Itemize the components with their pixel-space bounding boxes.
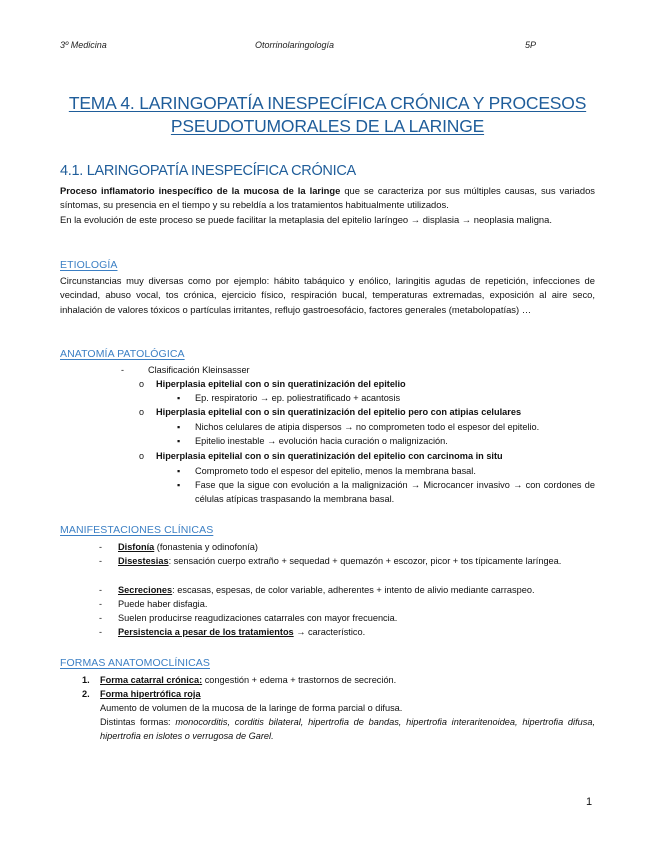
symptom-item: Disestesias: sensación cuerpo extraño + sequedad + quemazón + escozor, picor + tos típicamente laríngea. <box>118 556 562 566</box>
group-2-item-1: Nichos celulares de atipia dispersos → no comprometen todo el espesor del epitelio. <box>195 422 540 432</box>
header-course: 3º Medicina <box>60 40 107 50</box>
symptom-item: Disfonía (fonastenia y odinofonía) <box>118 542 258 552</box>
dash-bullet: - <box>99 585 102 595</box>
square-bullet: ▪ <box>177 422 181 432</box>
forma-item-1: Forma catarral crónica: congestión + edema + trastornos de secreción. <box>100 675 397 685</box>
dash-bullet: - <box>99 599 102 609</box>
evolution-text: En la evolución de este proceso se puede facilitar la metaplasia del epitelio laríngeo → displasia → neoplasia maligna. <box>60 213 552 225</box>
anatomia-heading: ANATOMÍA PATOLÓGICA <box>60 348 185 360</box>
group-1-item-1: Ep. respiratorio → ep. poliestratificado + acantosis <box>195 393 401 403</box>
dash-bullet: - <box>99 613 102 623</box>
square-bullet: ▪ <box>177 436 181 446</box>
section-heading: 4.1. LARINGOPATÍA INESPECÍFICA CRÓNICA <box>60 163 356 179</box>
page-number: 1 <box>586 796 593 808</box>
group-1-title: Hiperplasia epitelial con o sin queratinización del epitelio <box>156 379 406 389</box>
group-3-item-2: Fase que la sigue con evolución a la malignización → Microcancer invasivo → con cordones de células atípicas traspasando la membrana basal. <box>195 480 595 504</box>
intro-bold: Proceso inflamatorio inespecífico de la mucosa de la laringe <box>60 185 341 196</box>
symptom-item: Suelen producirse reagudizaciones catarrales con mayor frecuencia. <box>118 613 398 623</box>
symptom-item: Secreciones: escasas, espesas, de color variable, adherentes + intento de alivio mediante carraspeo. <box>118 585 535 595</box>
square-bullet: ▪ <box>177 393 181 403</box>
circle-bullet: o <box>139 407 145 417</box>
group-3-item-1: Comprometo todo el espesor del epitelio, menos la membrana basal. <box>195 466 476 476</box>
group-3-title: Hiperplasia epitelial con o sin queratinización del epitelio con carcinoma in situ <box>156 451 503 461</box>
circle-bullet: o <box>139 451 145 461</box>
formas-heading: FORMAS ANATOMOCLÍNICAS <box>60 657 210 669</box>
dash-bullet: - <box>99 542 102 552</box>
header-code: 5P <box>525 40 537 50</box>
group-2-item-2: Epitelio inestable → evolución hacia curación o malignización. <box>195 436 448 446</box>
circle-bullet: o <box>139 379 145 389</box>
group-2-title: Hiperplasia epitelial con o sin queratinización del epitelio pero con atipias celulares <box>156 407 522 417</box>
title-line-1: TEMA 4. LARINGOPATÍA INESPECÍFICA CRÓNICA Y PROCESOS <box>68 93 587 113</box>
list-number: 1. <box>82 675 90 685</box>
manifestaciones-heading: MANIFESTACIONES CLÍNICAS <box>60 524 214 536</box>
title-line-2: PSEUDOTUMORALES DE LA LARINGE <box>170 116 485 136</box>
square-bullet: ▪ <box>177 466 181 476</box>
dash-bullet: - <box>121 365 124 375</box>
dash-bullet: - <box>99 627 102 637</box>
symptom-item: Persistencia a pesar de los tratamientos → característico. <box>118 627 366 637</box>
etiologia-text: Circunstancias muy diversas como por ejemplo: hábito tabáquico y enólico, laringitis agudas de repetición, infecciones de vecindad, abuso vocal, tos crónica, ejercicio físico, respiración bucal, temperaturas extremadas, exposición al aire seco, inhalación de valores tóxicos o partículas irritantes, reflujo gastroesofácio, factores generales (metabolopatías) … <box>60 275 595 315</box>
etiologia-heading: ETIOLOGÍA <box>60 259 118 271</box>
list-number: 2. <box>82 689 90 699</box>
page-title <box>60 92 595 138</box>
intro-rest: que se caracteriza por sus múltiples causas, sus variados síntomas, su presencia en el tiempo y su rebeldía a los tratamientos habitualmente utilizados. <box>60 185 595 211</box>
forma-item-2: Forma hipertrófica roja <box>100 689 201 699</box>
header-subject: Otorrinolaringología <box>255 40 335 50</box>
intro-paragraph <box>60 184 595 227</box>
forma-2-types: Distintas formas: monocorditis, corditis bilateral, hipertrofia de bandas, hipertrofia interaritenoidea, hipertrofia difusa, hipertrofia en islotes o verrugosa de Garel. <box>100 717 595 741</box>
classification-label: Clasificación Kleinsasser <box>148 365 250 375</box>
dash-bullet: - <box>99 556 102 566</box>
square-bullet: ▪ <box>177 480 181 490</box>
symptom-item: Puede haber disfagia. <box>118 599 208 609</box>
forma-2-description: Aumento de volumen de la mucosa de la laringe de forma parcial o difusa. <box>100 703 403 713</box>
